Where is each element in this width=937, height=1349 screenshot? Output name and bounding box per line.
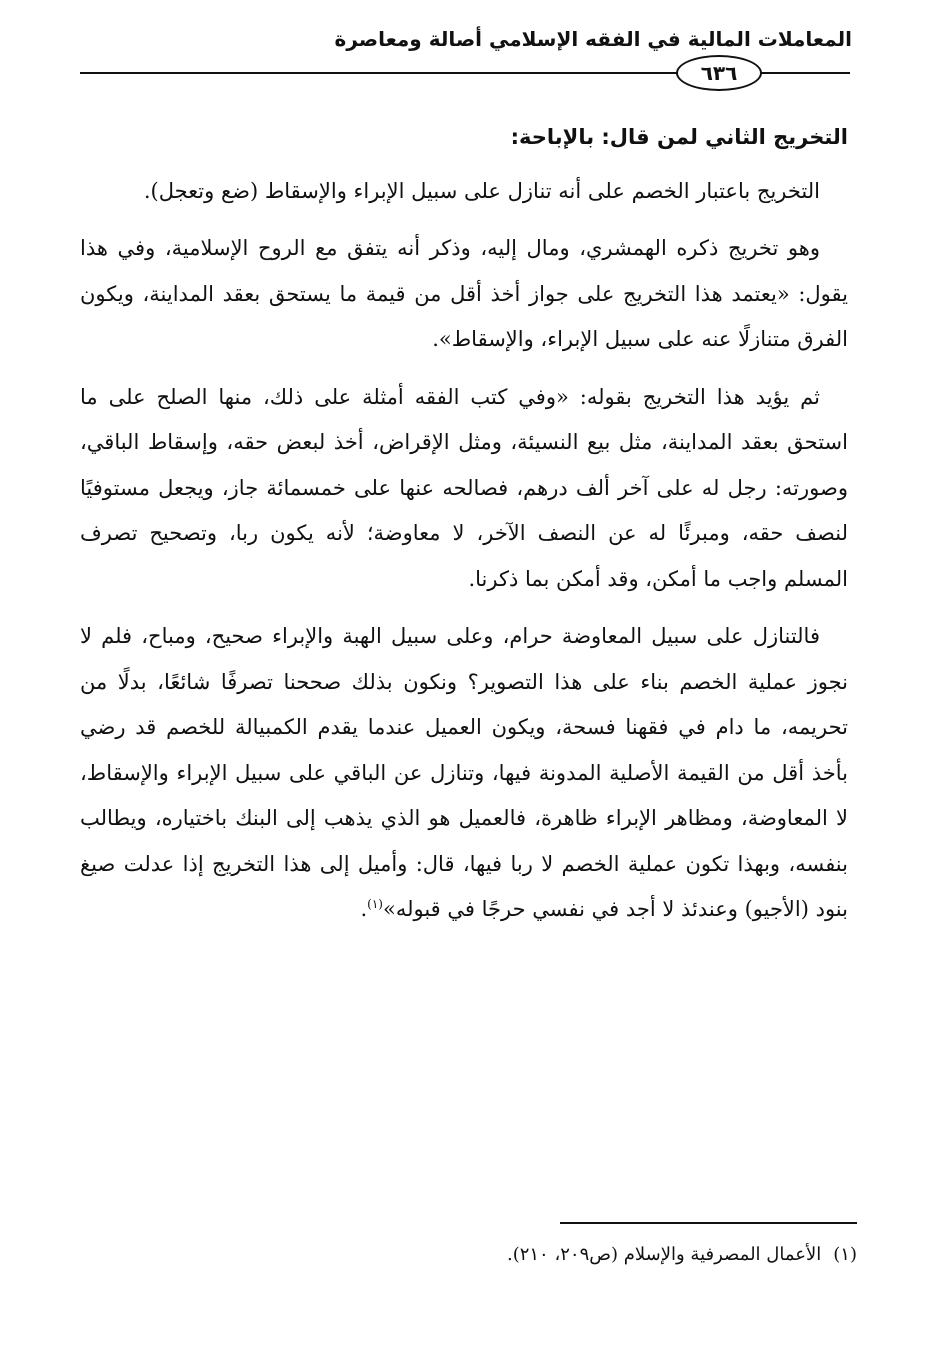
section-heading: التخريج الثاني لمن قال: بالإباحة: — [510, 125, 848, 149]
footnote-1 — [157, 1240, 857, 1270]
footnote-text: الأعمال المصرفية والإسلام (ص٢٠٩، ٢١٠). — [506, 1244, 822, 1265]
paragraph-3: ثم يؤيد هذا التخريج بقوله: «وفي كتب الفقه أمثلة على ذلك، منها الصلح على ما استحق بعقد المداينة، مثل بيع النسيئة، ومثل الإقراض، أخذ لبعض حقه، وإسقاط الباقي، وصورته: رجل له على آخر ألف درهم، فصالحه عنها على خمسمائة جاز، ويجعل مستوفيًا لنصف حقه، ومبرئًا له عن النصف الآخر، لا معاوضة؛ لأنه يكون ربا، وتصحيح تصرف المسلم واجب ما أمكن، وقد أمكن بما ذكرنا. — [80, 384, 848, 591]
footnote-reference[interactable]: (١) — [367, 897, 383, 911]
paragraph-4 — [80, 614, 848, 933]
footnote-marker: (١) — [833, 1244, 857, 1265]
paragraph-4-end: . — [360, 897, 368, 921]
paragraph-2: وهو تخريج ذكره الهمشري، ومال إليه، وذكر أنه يتفق مع الروح الإسلامية، وفي هذا يقول: «يعتمد هذا التخريج على جواز أخذ أقل من قيمة ما يستحق بعقد المداينة، ويكون الفرق متنازلًا عنه على سبيل الإبراء، والإسقاط». — [80, 236, 848, 351]
main-text — [80, 115, 848, 945]
page-number-badge: ٦٣٦ — [676, 55, 762, 91]
footnote-separator — [560, 1222, 857, 1224]
running-title: المعاملات المالية في الفقه الإسلامي أصالة ومعاصرة — [334, 27, 852, 51]
paragraph-1: التخريج باعتبار الخصم على أنه تنازل على سبيل الإبراء والإسقاط (ضع وتعجل). — [143, 178, 820, 203]
paragraph-4-text: فالتنازل على سبيل المعاوضة حرام، وعلى سبيل الهبة والإبراء صحيح، ومباح، فلم لا نجوز عملية الخصم بناء على هذا التصوير؟ ونكون بذلك صححنا تصرفًا شائعًا، بدلًا من تحريمه، ما دام في فقهنا فسحة، ويكون العميل عندما يقدم الكمبيالة للخصم قد رضي بأخذ أقل من القيمة الأصلية المدونة فيها، وتنازل عن الباقي على سبيل الإبراء والإسقاط، لا المعاوضة، ومظاهر الإبراء ظاهرة، فالعميل هو الذي يذهب إلى البنك باختياره، ويطالب بنفسه، وبهذا تكون عملية الخصم لا ربا فيها، قال: وأميل إلى هذا التخريج إذا عدلت صيغ بنود (الأجيو) وعندئذ لا أجد في نفسي حرجًا في قبوله» — [80, 624, 848, 921]
